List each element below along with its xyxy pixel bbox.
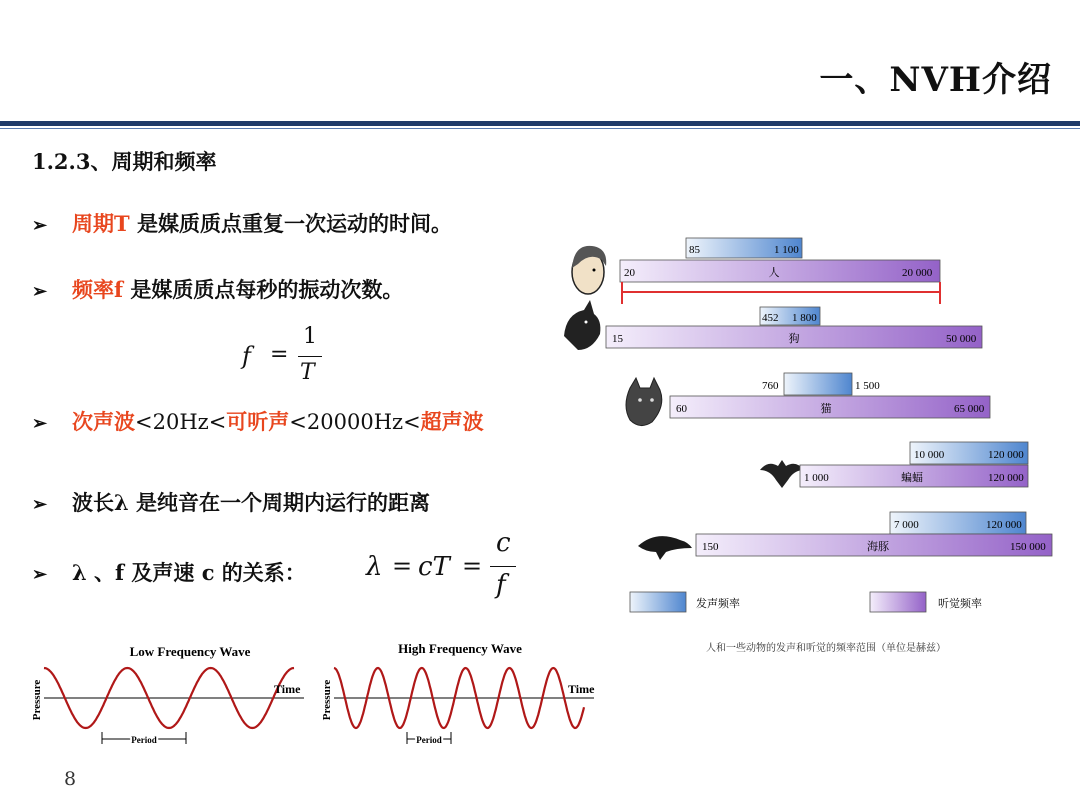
cat-emit-bar bbox=[784, 373, 852, 395]
cat-emit-high: 1 500 bbox=[855, 380, 880, 392]
formula-lhs: f bbox=[242, 342, 251, 370]
dog-emit-low: 452 bbox=[762, 312, 779, 324]
term-frequency: 频率f bbox=[72, 277, 124, 302]
bullet-arrow-icon: ➢ bbox=[32, 494, 48, 515]
bullet-text: λ 、f 及声速 c 的关系： bbox=[72, 560, 306, 585]
legend-emit-swatch bbox=[630, 592, 686, 612]
formula-numerator: c bbox=[496, 528, 511, 558]
bullet-arrow-icon: ➢ bbox=[32, 413, 48, 434]
header-divider-thin bbox=[0, 128, 1080, 129]
bat-emit-low: 10 000 bbox=[914, 449, 945, 461]
chart-row-cat bbox=[626, 373, 990, 426]
header-divider bbox=[0, 121, 1080, 126]
bullet-text: 波长λ 是纯音在一个周期内运行的距离 bbox=[72, 490, 431, 515]
high-time-label: Time bbox=[568, 682, 595, 696]
dog-icon bbox=[564, 300, 600, 350]
fraction-bar bbox=[490, 566, 516, 567]
frequency-range-chart bbox=[556, 230, 1066, 670]
chart-row-dolphin bbox=[638, 512, 1052, 560]
dog-label: 狗 bbox=[788, 333, 800, 345]
formula-equals: = bbox=[462, 552, 483, 580]
dolphin-label: 海豚 bbox=[867, 541, 889, 553]
formula-equals: = bbox=[270, 342, 289, 367]
bullet-sound-ranges bbox=[32, 406, 484, 436]
fraction-bar bbox=[298, 356, 322, 357]
formula-lhs: λ bbox=[366, 552, 383, 582]
formula-denominator: f bbox=[496, 570, 506, 600]
dolphin-hear-high: 150 000 bbox=[1010, 541, 1046, 553]
chart-legend bbox=[630, 592, 982, 612]
bat-hear-high: 120 000 bbox=[988, 472, 1024, 484]
high-wave-title: High Frequency Wave bbox=[398, 641, 522, 656]
formula-denominator: T bbox=[300, 360, 315, 385]
legend-emit-label: 发声频率 bbox=[696, 598, 740, 610]
low-pressure-label: Pressure bbox=[31, 679, 43, 721]
bullet-arrow-icon: ➢ bbox=[32, 281, 48, 302]
page-number: 8 bbox=[64, 768, 77, 790]
legend-hear-swatch bbox=[870, 592, 926, 612]
range-text: <20000Hz< bbox=[289, 410, 421, 434]
term-infrasound: 次声波 bbox=[72, 409, 135, 434]
range-text: <20Hz< bbox=[135, 410, 227, 434]
human-hear-bar bbox=[620, 260, 940, 282]
bat-label: 蝙蝠 bbox=[901, 472, 923, 484]
human-emit-low: 85 bbox=[689, 244, 700, 256]
dog-hear-high: 50 000 bbox=[946, 333, 977, 345]
dolphin-hear-low: 150 bbox=[702, 541, 719, 553]
human-icon bbox=[572, 246, 606, 294]
term-period: 周期T bbox=[72, 211, 130, 236]
cat-label: 猫 bbox=[820, 403, 832, 415]
bat-hear-low: 1 000 bbox=[804, 472, 829, 484]
bullet-relation bbox=[32, 557, 306, 587]
low-period-label: Period bbox=[131, 735, 157, 745]
human-label: 人 bbox=[768, 267, 780, 279]
bullet-wavelength bbox=[32, 487, 430, 517]
low-frequency-wave-panel bbox=[31, 644, 304, 745]
bullet-frequency bbox=[32, 274, 403, 304]
dolphin-icon bbox=[638, 536, 692, 560]
term-audible: 可听声 bbox=[226, 409, 290, 434]
dog-hear-low: 15 bbox=[612, 333, 623, 345]
chart-caption: 人和一些动物的发声和听觉的频率范围（单位是赫兹） bbox=[706, 643, 946, 654]
term-ultrasound: 超声波 bbox=[420, 409, 484, 434]
human-hear-low: 20 bbox=[624, 267, 635, 279]
bullet-arrow-icon: ➢ bbox=[32, 215, 48, 236]
section-title: 1.2.3、周期和频率 bbox=[32, 149, 217, 174]
human-hear-high: 20 000 bbox=[902, 267, 933, 279]
bat-emit-high: 120 000 bbox=[988, 449, 1024, 461]
bullet-text: 是媒质质点重复一次运动的时间。 bbox=[129, 211, 452, 236]
high-period-label: Period bbox=[416, 735, 442, 745]
bullet-arrow-icon: ➢ bbox=[32, 564, 48, 585]
cat-emit-low: 760 bbox=[762, 380, 779, 392]
chart-row-human bbox=[572, 238, 940, 304]
bullet-period bbox=[32, 208, 452, 238]
page-title: 一、NVH介绍 bbox=[819, 60, 1052, 100]
wave-diagrams bbox=[22, 636, 612, 756]
dog-emit-high: 1 800 bbox=[792, 312, 817, 324]
formula-numerator: 1 bbox=[303, 324, 317, 349]
legend-hear-label: 听觉频率 bbox=[938, 598, 982, 610]
formula-wavelength bbox=[362, 528, 532, 608]
dolphin-emit-low: 7 000 bbox=[894, 519, 919, 531]
low-time-label: Time bbox=[274, 682, 301, 696]
formula-equals: = bbox=[392, 552, 413, 580]
high-pressure-label: Pressure bbox=[321, 679, 333, 721]
cat-icon bbox=[626, 378, 662, 426]
formula-frequency bbox=[238, 322, 338, 392]
bullet-text: 是媒质质点每秒的振动次数。 bbox=[123, 277, 404, 302]
dolphin-emit-high: 120 000 bbox=[986, 519, 1022, 531]
chart-row-bat bbox=[760, 442, 1028, 488]
chart-row-dog bbox=[564, 300, 982, 350]
low-wave-title: Low Frequency Wave bbox=[129, 644, 251, 659]
formula-middle: cT bbox=[418, 552, 450, 582]
bat-icon bbox=[760, 460, 804, 488]
cat-hear-low: 60 bbox=[676, 403, 687, 415]
human-emit-high: 1 100 bbox=[774, 244, 799, 256]
high-frequency-wave-panel bbox=[321, 641, 595, 745]
cat-hear-high: 65 000 bbox=[954, 403, 985, 415]
